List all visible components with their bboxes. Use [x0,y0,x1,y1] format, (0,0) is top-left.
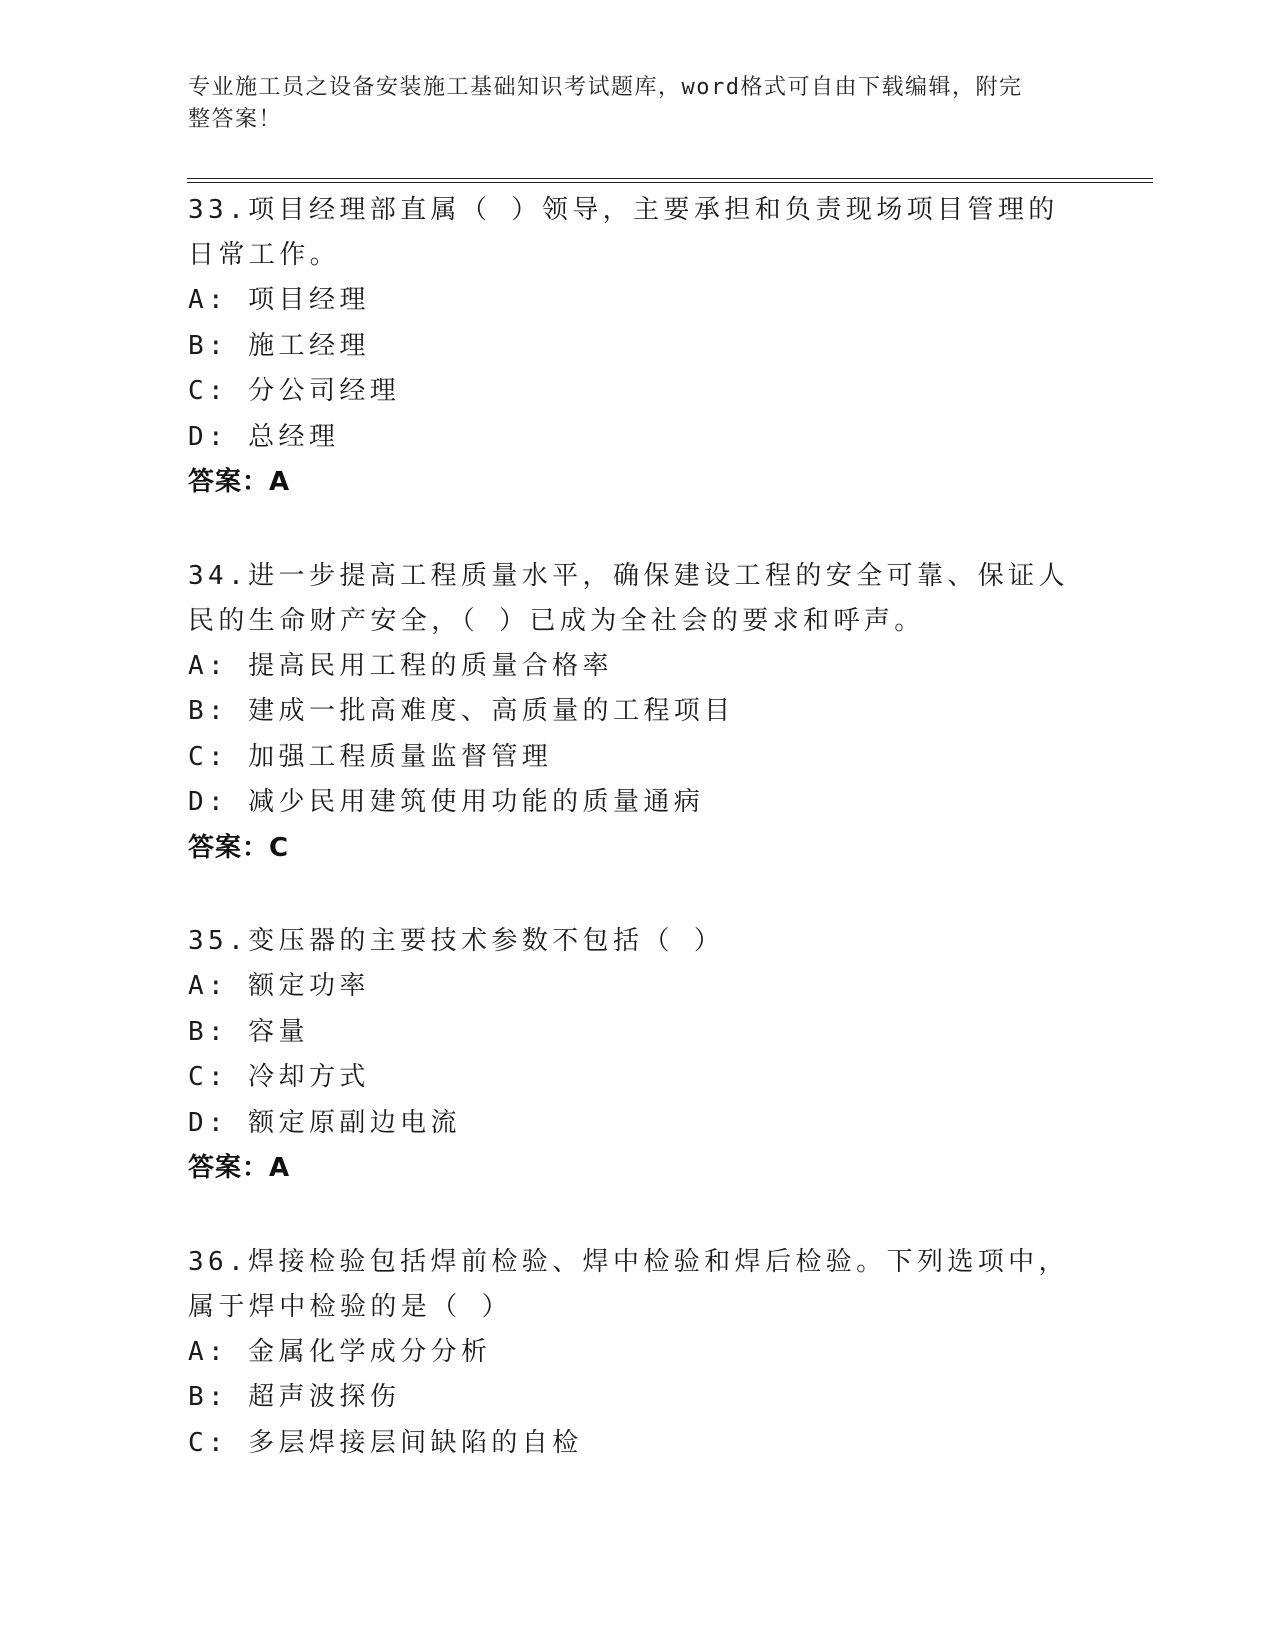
option-c: C: 多层焊接层间缺陷的自检 [188,1427,583,1458]
option-c: C: 分公司经理 [188,376,401,406]
option-d: D: 减少民用建筑使用功能的质量通病 [188,787,705,817]
question-stem: 35.变压器的主要技术参数不包括（ ） [188,926,725,956]
question-35 [188,919,1088,1192]
option-b: B: 超声波探伤 [188,1382,401,1412]
question-list [188,188,1088,1466]
header-line-1: 专业施工员之设备安装施工基础知识考试题库，word格式可自由下载编辑，附完 [188,75,1023,100]
answer: 答案：A [188,1153,291,1183]
option-c: C: 冷却方式 [188,1062,370,1092]
option-d: D: 额定原副边电流 [188,1107,461,1138]
question-spacer [188,871,1088,919]
question-stem: 36.焊接检验包括焊前检验、焊中检验和焊后检验。下列选项中，属于焊中检验的是（ ） [188,1246,1069,1322]
option-a: A: 额定功率 [188,971,370,1001]
question-spacer [188,506,1088,554]
answer: 答案：C [188,832,290,863]
option-a: A: 金属化学成分分析 [188,1336,492,1367]
option-d: D: 总经理 [188,421,340,452]
option-a: A: 提高民用工程的质量合格率 [188,650,613,681]
question-spacer [188,1192,1088,1240]
option-b: B: 施工经理 [188,330,370,361]
option-b: B: 容量 [188,1016,309,1047]
question-36 [188,1240,1088,1467]
option-c: C: 加强工程质量监督管理 [188,741,553,772]
question-33 [188,188,1088,506]
header-divider-top [187,178,1153,179]
header-divider-bottom [187,182,1153,183]
option-b: B: 建成一批高难度、高质量的工程项目 [188,696,735,726]
question-stem: 34.进一步提高工程质量水平，确保建设工程的安全可靠、保证人民的生命财产安全，（ ）已成为全社会的要求和呼声。 [188,560,1069,636]
header-line-2: 整答案！ [188,107,283,132]
question-34 [188,554,1088,872]
answer: 答案：A [188,467,291,497]
document-header [188,72,1068,136]
option-a: A: 项目经理 [188,285,370,315]
question-stem: 33.项目经理部直属（ ）领导，主要承担和负责现场项目管理的日常工作。 [188,195,1059,270]
